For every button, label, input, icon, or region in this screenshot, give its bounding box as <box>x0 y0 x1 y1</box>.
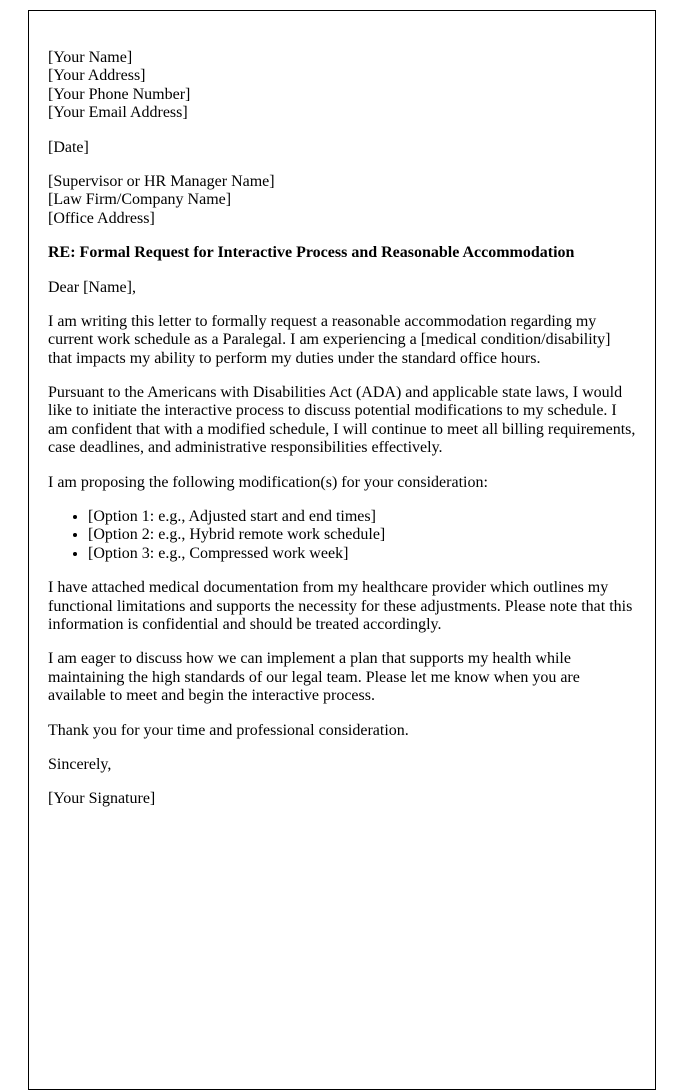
recipient-manager: [Supervisor or HR Manager Name] <box>48 172 275 190</box>
sender-name: [Your Name] <box>48 49 133 66</box>
subject-line: RE: Formal Request for Interactive Process and Reasonable Accommodation <box>48 244 575 262</box>
paragraph-meeting: I am eager to discuss how we can implement a plan that supports my health while maintaining the high standards of our legal team. Please let me know when you are available to meet and begin the interactive process. <box>48 650 580 705</box>
thank-you-line: Thank you for your time and professional consideration. <box>48 721 409 739</box>
option-item-2: • [Option 2: e.g., Hybrid remote work schedule] <box>88 526 636 544</box>
paragraph-request: I am writing this letter to formally request a reasonable accommodation regarding my current work schedule as a Paralegal. I am experiencing a [medical condition/disability] that impacts my ability to perform my duties under the standard office hours. <box>48 312 611 367</box>
options-list <box>48 508 636 563</box>
recipient-office: [Office Address] <box>48 209 155 227</box>
recipient-block <box>48 173 636 228</box>
sender-block <box>48 49 636 123</box>
date-line: [Date] <box>48 138 89 156</box>
sender-phone: [Your Phone Number] <box>48 85 191 103</box>
salutation: Dear [Name], <box>48 278 136 296</box>
paragraph-proposal-intro: I am proposing the following modification(s) for your consideration: <box>48 473 488 491</box>
paragraph-ada: Pursuant to the Americans with Disabilities Act (ADA) and applicable state laws, I would like to initiate the interactive process to discuss potential modifications to my schedule. I am confident that with a modified schedule, I will continue to meet all billing requirements, case deadlines, and administrative responsibilities effectively. <box>48 384 636 457</box>
closing: Sincerely, <box>48 755 112 773</box>
option-item-3: • [Option 3: e.g., Compressed work week] <box>88 545 636 563</box>
paragraph-documentation: I have attached medical documentation from my healthcare provider which outlines my functional limitations and supports the necessity for these adjustments. Please note that this information is confidential and should be treated accordingly. <box>48 579 633 633</box>
signature-placeholder: [Your Signature] <box>48 790 156 808</box>
option-item-1: • [Option 1: e.g., Adjusted start and end times] <box>88 508 636 526</box>
letter-page <box>28 10 656 1090</box>
sender-address: [Your Address] <box>48 67 146 85</box>
sender-email: [Your Email Address] <box>48 104 188 122</box>
recipient-company: [Law Firm/Company Name] <box>48 191 232 209</box>
